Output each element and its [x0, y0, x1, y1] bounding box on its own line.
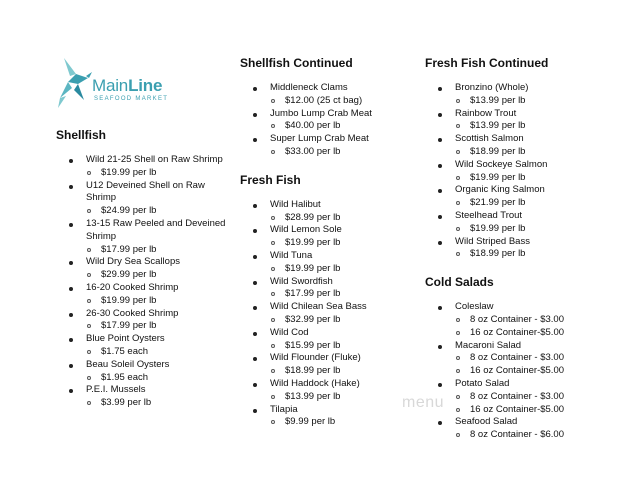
item-price: $13.99 per lb [270, 391, 410, 404]
menu-item [240, 276, 410, 302]
item-list [56, 154, 236, 410]
item-price: $29.99 per lb [86, 269, 236, 282]
item-name: Beau Soleil Oysters [86, 358, 170, 370]
item-name: U12 Deveined Shell on Raw Shrimp [86, 179, 205, 204]
item-name: Rainbow Trout [455, 107, 517, 119]
item-name: Wild Cod [270, 326, 309, 338]
item-price: $19.99 per lb [455, 172, 625, 185]
section-title: Fresh Fish Continued [425, 56, 549, 70]
item-price: 8 oz Container - $3.00 [455, 314, 625, 327]
item-name: Middleneck Clams [270, 82, 348, 93]
menu-item [56, 308, 236, 334]
item-name: Wild Flounder (Fluke) [270, 352, 361, 364]
item-price: $33.00 per lb [270, 146, 410, 159]
menu-item [425, 159, 625, 185]
item-price: $17.99 per lb [270, 288, 410, 301]
menu-watermark: menu [402, 394, 445, 411]
item-price: 16 oz Container-$5.00 [455, 327, 625, 340]
item-name: Jumbo Lump Crab Meat [270, 107, 372, 119]
menu-item [56, 333, 236, 359]
item-price: $15.99 per lb [270, 340, 410, 353]
item-price: $19.99 per lb [455, 223, 625, 236]
item-price: 8 oz Container - $3.00 [455, 352, 625, 365]
menu-item [425, 82, 625, 108]
item-price: $12.00 (25 ct bag) [270, 95, 410, 108]
item-price: 16 oz Container-$5.00 [455, 365, 625, 378]
item-price: $28.99 per lb [270, 212, 410, 225]
item-price: 16 oz Container-$5.00 [455, 404, 625, 417]
item-price: $18.99 per lb [455, 146, 625, 159]
item-list [240, 82, 410, 159]
item-price: $17.99 per lb [86, 320, 236, 333]
menu-section [240, 56, 410, 159]
menu-item [425, 340, 625, 378]
item-name: Wild Chilean Sea Bass [270, 301, 367, 313]
menu-item [425, 133, 625, 159]
item-name: Macaroni Salad [455, 339, 522, 351]
item-price: $40.00 per lb [270, 120, 410, 133]
item-list [425, 82, 625, 261]
item-price: $13.99 per lb [455, 95, 625, 108]
menu-item [240, 250, 410, 276]
item-name: Steelhead Trout [455, 209, 523, 221]
item-price: $1.75 each [86, 346, 236, 359]
item-name: Potato Salad [455, 377, 510, 389]
menu-item [240, 327, 410, 353]
item-name: Wild Dry Sea Scallops [86, 256, 180, 268]
item-price: $19.99 per lb [86, 295, 236, 308]
menu-item [240, 82, 410, 108]
menu-item [240, 199, 410, 225]
section-title: Shellfish Continued [240, 56, 353, 70]
item-price: $19.99 per lb [270, 263, 410, 276]
menu-item [425, 184, 625, 210]
item-price: 8 oz Container - $6.00 [455, 429, 625, 442]
item-name: Wild Tuna [270, 249, 313, 261]
item-name: Scottish Salmon [455, 133, 524, 145]
menu-item [240, 133, 410, 159]
menu-item [56, 256, 236, 282]
item-name: Wild Haddock (Hake) [270, 377, 360, 389]
menu-item [425, 378, 625, 416]
column-3 [425, 56, 625, 456]
menu-item [240, 404, 410, 430]
brand-tagline: SEAFOOD MARKET [94, 96, 169, 102]
menu-item [425, 416, 625, 442]
item-name: Seafood Salad [455, 416, 518, 428]
menu-item [425, 301, 625, 339]
brand-name: MainLine [92, 76, 163, 95]
menu-item [56, 218, 236, 256]
item-price: $9.99 per lb [270, 416, 410, 429]
section-title: Cold Salads [425, 275, 494, 290]
item-name: P.E.I. Mussels [86, 384, 146, 396]
menu-item [425, 108, 625, 134]
menu-section [56, 128, 236, 410]
column-1 [56, 56, 236, 424]
menu-item [240, 108, 410, 134]
item-name: Wild Halibut [270, 198, 321, 210]
item-name: Bronzino (Whole) [455, 82, 529, 93]
menu-item [425, 210, 625, 236]
item-name: Blue Point Oysters [86, 333, 165, 345]
item-price: $19.99 per lb [270, 237, 410, 250]
menu-item [56, 359, 236, 385]
section-title: Fresh Fish [240, 172, 301, 187]
column-2 [240, 56, 410, 443]
item-price: $13.99 per lb [455, 120, 625, 133]
menu-item [240, 301, 410, 327]
menu-section [425, 275, 625, 442]
menu-section [425, 56, 625, 261]
item-name: Wild Lemon Sole [270, 224, 342, 236]
menu-item [56, 282, 236, 308]
mainline-logo [56, 56, 236, 110]
item-price: $17.99 per lb [86, 244, 236, 257]
item-price: $1.95 each [86, 372, 236, 385]
item-name: Wild 21-25 Shell on Raw Shrimp [86, 154, 223, 165]
item-name: Super Lump Crab Meat [270, 133, 369, 145]
item-price: $18.99 per lb [270, 365, 410, 378]
item-name: Wild Swordfish [270, 275, 333, 287]
item-name: Tilapia [270, 403, 298, 415]
item-name: 16-20 Cooked Shrimp [86, 281, 179, 293]
item-price: $24.99 per lb [86, 205, 236, 218]
item-name: Wild Sockeye Salmon [455, 158, 548, 170]
item-name: 13-15 Raw Peeled and Deveined Shrimp [86, 217, 226, 242]
item-list [425, 301, 625, 442]
marlin-logo-icon [56, 56, 92, 110]
item-price: 8 oz Container - $3.00 [455, 391, 625, 404]
menu-item [56, 384, 236, 410]
item-price: $19.99 per lb [86, 167, 236, 180]
menu-item [56, 154, 236, 180]
item-name: Coleslaw [455, 301, 494, 313]
item-price: $21.99 per lb [455, 197, 625, 210]
menu-item [425, 236, 625, 262]
item-name: Wild Striped Bass [455, 235, 530, 247]
item-price: $18.99 per lb [455, 248, 625, 261]
menu-section [240, 173, 410, 429]
section-title: Shellfish [56, 128, 107, 142]
item-name: 26-30 Cooked Shrimp [86, 307, 179, 319]
menu-item [56, 180, 236, 218]
item-list [240, 199, 410, 429]
item-name: Organic King Salmon [455, 184, 545, 196]
item-price: $3.99 per lb [86, 397, 236, 410]
item-price: $32.99 per lb [270, 314, 410, 327]
menu-item [240, 224, 410, 250]
menu-item [240, 378, 410, 404]
menu-item [240, 352, 410, 378]
